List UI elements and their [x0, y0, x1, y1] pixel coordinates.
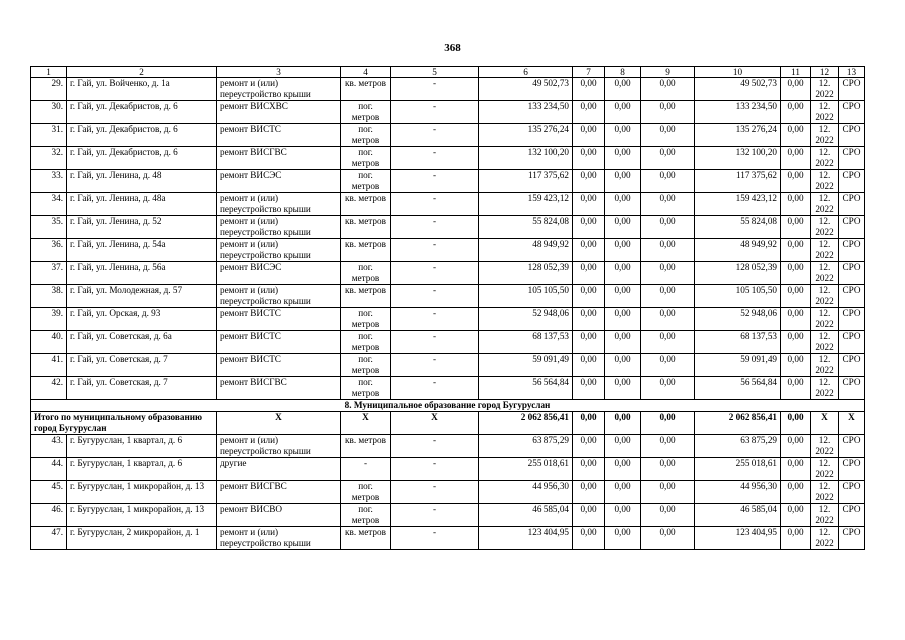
cell-executor: СРО [839, 193, 865, 216]
cell-row-number: 35. [31, 216, 67, 239]
cell-cost-other: 0,00 [781, 458, 811, 481]
cell-completion-date: 12. 2022 [811, 481, 839, 504]
table-row [31, 377, 865, 400]
cell-cost-owners: 52 948,06 [695, 308, 781, 331]
cell-cost-other: 0,00 [781, 124, 811, 147]
cell-work-type: ремонт и (или) переустройство крыши [217, 239, 341, 262]
cell-address: г. Гай, ул. Советская, д. 7 [67, 354, 217, 377]
cell-row-number: 45. [31, 481, 67, 504]
total-cell-c12: X [811, 412, 839, 435]
cell-work-type: ремонт ВИСГВС [217, 147, 341, 170]
cell-cost-other: 0,00 [781, 147, 811, 170]
cell-cost-local: 0,00 [641, 504, 695, 527]
cell-completion-date: 12. 2022 [811, 78, 839, 101]
cell-executor: СРО [839, 101, 865, 124]
cell-completion-date: 12. 2022 [811, 124, 839, 147]
cell-completion-date: 12. 2022 [811, 147, 839, 170]
cell-cost-federal: 0,00 [573, 170, 605, 193]
total-label: Итого по муниципальному образованию город Бугуруслан [31, 412, 217, 435]
cell-quantity: - [391, 147, 479, 170]
cell-cost-total: 133 234,50 [479, 101, 573, 124]
column-number-row [31, 67, 865, 78]
cell-address: г. Гай, ул. Декабристов, д. 6 [67, 147, 217, 170]
cell-cost-local: 0,00 [641, 216, 695, 239]
cell-cost-regional: 0,00 [605, 331, 641, 354]
table-row [31, 216, 865, 239]
cell-quantity: - [391, 101, 479, 124]
cell-cost-federal: 0,00 [573, 354, 605, 377]
cell-quantity: - [391, 377, 479, 400]
cell-cost-owners: 55 824,08 [695, 216, 781, 239]
cell-cost-federal: 0,00 [573, 458, 605, 481]
column-number-4: 4 [341, 67, 391, 78]
total-cell-c3: X [217, 412, 341, 435]
column-number-10: 10 [695, 67, 781, 78]
cell-quantity: - [391, 239, 479, 262]
cell-cost-local: 0,00 [641, 262, 695, 285]
cell-cost-federal: 0,00 [573, 527, 605, 550]
cell-cost-regional: 0,00 [605, 239, 641, 262]
cell-cost-local: 0,00 [641, 285, 695, 308]
cell-cost-total: 128 052,39 [479, 262, 573, 285]
cell-cost-federal: 0,00 [573, 124, 605, 147]
total-cell-c8: 0,00 [605, 412, 641, 435]
cell-executor: СРО [839, 239, 865, 262]
cell-cost-federal: 0,00 [573, 78, 605, 101]
cell-cost-owners: 135 276,24 [695, 124, 781, 147]
cell-work-type: ремонт ВИСЭС [217, 170, 341, 193]
cell-executor: СРО [839, 262, 865, 285]
cell-unit: пог. метров [341, 262, 391, 285]
cell-cost-regional: 0,00 [605, 504, 641, 527]
cell-row-number: 46. [31, 504, 67, 527]
cell-cost-total: 44 956,30 [479, 481, 573, 504]
cell-unit: пог. метров [341, 354, 391, 377]
cell-address: г. Гай, ул. Войченко, д. 1а [67, 78, 217, 101]
cell-cost-total: 105 105,50 [479, 285, 573, 308]
cell-cost-owners: 44 956,30 [695, 481, 781, 504]
cell-cost-total: 117 375,62 [479, 170, 573, 193]
cell-row-number: 40. [31, 331, 67, 354]
cell-cost-regional: 0,00 [605, 377, 641, 400]
cell-quantity: - [391, 193, 479, 216]
cell-row-number: 36. [31, 239, 67, 262]
cell-row-number: 32. [31, 147, 67, 170]
cell-cost-regional: 0,00 [605, 78, 641, 101]
column-number-1: 1 [31, 67, 67, 78]
cell-quantity: - [391, 170, 479, 193]
cell-address: г. Гай, ул. Ленина, д. 56а [67, 262, 217, 285]
cell-cost-regional: 0,00 [605, 527, 641, 550]
table-row [31, 331, 865, 354]
cell-address: г. Гай, ул. Декабристов, д. 6 [67, 101, 217, 124]
cell-cost-federal: 0,00 [573, 216, 605, 239]
cell-cost-local: 0,00 [641, 354, 695, 377]
cell-cost-regional: 0,00 [605, 216, 641, 239]
total-cell-c13: X [839, 412, 865, 435]
cell-cost-other: 0,00 [781, 101, 811, 124]
cell-unit: пог. метров [341, 308, 391, 331]
table-row [31, 101, 865, 124]
cell-cost-local: 0,00 [641, 147, 695, 170]
cell-cost-total: 132 100,20 [479, 147, 573, 170]
table-row [31, 124, 865, 147]
cell-cost-other: 0,00 [781, 527, 811, 550]
cell-quantity: - [391, 285, 479, 308]
cell-cost-total: 68 137,53 [479, 331, 573, 354]
cell-work-type: ремонт ВИСТС [217, 124, 341, 147]
table-body [31, 67, 865, 550]
cell-cost-regional: 0,00 [605, 354, 641, 377]
cell-cost-total: 59 091,49 [479, 354, 573, 377]
total-cell-c11: 0,00 [781, 412, 811, 435]
cell-address: г. Бугуруслан, 2 микрорайон, д. 1 [67, 527, 217, 550]
cell-quantity: - [391, 527, 479, 550]
cell-cost-other: 0,00 [781, 78, 811, 101]
cell-quantity: - [391, 481, 479, 504]
cell-cost-other: 0,00 [781, 481, 811, 504]
cell-unit: пог. метров [341, 481, 391, 504]
cell-cost-owners: 132 100,20 [695, 147, 781, 170]
table-row [31, 435, 865, 458]
cell-executor: СРО [839, 458, 865, 481]
cell-cost-other: 0,00 [781, 239, 811, 262]
cell-cost-federal: 0,00 [573, 285, 605, 308]
cell-cost-local: 0,00 [641, 308, 695, 331]
cell-row-number: 39. [31, 308, 67, 331]
cell-work-type: ремонт и (или) переустройство крыши [217, 285, 341, 308]
cell-cost-regional: 0,00 [605, 285, 641, 308]
cell-address: г. Гай, ул. Советская, д. 6а [67, 331, 217, 354]
cell-unit: кв. метров [341, 193, 391, 216]
cell-row-number: 30. [31, 101, 67, 124]
column-number-11: 11 [781, 67, 811, 78]
cell-address: г. Гай, ул. Советская, д. 7 [67, 377, 217, 400]
cell-unit: кв. метров [341, 435, 391, 458]
cell-row-number: 31. [31, 124, 67, 147]
cell-quantity: - [391, 124, 479, 147]
cell-cost-owners: 49 502,73 [695, 78, 781, 101]
cell-address: г. Гай, ул. Молодежная, д. 57 [67, 285, 217, 308]
cell-cost-federal: 0,00 [573, 193, 605, 216]
page-number: 368 [444, 42, 461, 54]
cell-cost-federal: 0,00 [573, 239, 605, 262]
cell-unit: пог. метров [341, 147, 391, 170]
cell-cost-federal: 0,00 [573, 481, 605, 504]
cell-executor: СРО [839, 308, 865, 331]
cell-cost-local: 0,00 [641, 331, 695, 354]
cell-address: г. Бугуруслан, 1 квартал, д. 6 [67, 435, 217, 458]
cell-quantity: - [391, 435, 479, 458]
cell-executor: СРО [839, 504, 865, 527]
cell-executor: СРО [839, 331, 865, 354]
cell-completion-date: 12. 2022 [811, 331, 839, 354]
cell-quantity: - [391, 331, 479, 354]
cell-work-type: ремонт ВИСТС [217, 308, 341, 331]
cell-cost-local: 0,00 [641, 527, 695, 550]
cell-cost-regional: 0,00 [605, 481, 641, 504]
cell-cost-total: 159 423,12 [479, 193, 573, 216]
cell-cost-regional: 0,00 [605, 101, 641, 124]
cell-executor: СРО [839, 435, 865, 458]
cell-completion-date: 12. 2022 [811, 262, 839, 285]
cell-cost-other: 0,00 [781, 285, 811, 308]
cell-work-type: ремонт и (или) переустройство крыши [217, 435, 341, 458]
cell-unit: пог. метров [341, 377, 391, 400]
cell-row-number: 38. [31, 285, 67, 308]
cell-work-type: ремонт и (или) переустройство крыши [217, 193, 341, 216]
cell-cost-regional: 0,00 [605, 193, 641, 216]
cell-completion-date: 12. 2022 [811, 285, 839, 308]
cell-cost-federal: 0,00 [573, 331, 605, 354]
cell-cost-federal: 0,00 [573, 377, 605, 400]
cell-cost-total: 63 875,29 [479, 435, 573, 458]
cell-cost-regional: 0,00 [605, 124, 641, 147]
cell-row-number: 37. [31, 262, 67, 285]
cell-unit: пог. метров [341, 331, 391, 354]
table-row [31, 354, 865, 377]
cell-quantity: - [391, 504, 479, 527]
cell-cost-federal: 0,00 [573, 435, 605, 458]
total-cell-c5: X [391, 412, 479, 435]
table-row [31, 193, 865, 216]
cell-unit: пог. метров [341, 504, 391, 527]
column-number-7: 7 [573, 67, 605, 78]
cell-cost-other: 0,00 [781, 193, 811, 216]
cell-cost-owners: 68 137,53 [695, 331, 781, 354]
cell-unit: кв. метров [341, 239, 391, 262]
cell-cost-other: 0,00 [781, 170, 811, 193]
total-row [31, 412, 865, 435]
column-number-8: 8 [605, 67, 641, 78]
cell-cost-local: 0,00 [641, 239, 695, 262]
cell-executor: СРО [839, 170, 865, 193]
table-row [31, 308, 865, 331]
cell-cost-federal: 0,00 [573, 262, 605, 285]
cell-cost-regional: 0,00 [605, 458, 641, 481]
column-number-5: 5 [391, 67, 479, 78]
cell-cost-total: 135 276,24 [479, 124, 573, 147]
cell-unit: - [341, 458, 391, 481]
cell-cost-federal: 0,00 [573, 101, 605, 124]
cell-cost-owners: 48 949,92 [695, 239, 781, 262]
cell-work-type: ремонт и (или) переустройство крыши [217, 527, 341, 550]
cell-quantity: - [391, 216, 479, 239]
total-cell-c9: 0,00 [641, 412, 695, 435]
cell-row-number: 44. [31, 458, 67, 481]
cell-completion-date: 12. 2022 [811, 458, 839, 481]
table-row [31, 527, 865, 550]
cell-address: г. Гай, ул. Ленина, д. 52 [67, 216, 217, 239]
cell-work-type: ремонт ВИСТС [217, 331, 341, 354]
cell-completion-date: 12. 2022 [811, 101, 839, 124]
cell-executor: СРО [839, 124, 865, 147]
cell-cost-owners: 123 404,95 [695, 527, 781, 550]
cell-work-type: ремонт ВИСГВС [217, 481, 341, 504]
table-row [31, 262, 865, 285]
cell-cost-other: 0,00 [781, 216, 811, 239]
cell-row-number: 42. [31, 377, 67, 400]
cell-unit: кв. метров [341, 78, 391, 101]
cell-unit: кв. метров [341, 527, 391, 550]
cell-cost-total: 55 824,08 [479, 216, 573, 239]
cell-completion-date: 12. 2022 [811, 504, 839, 527]
table-row [31, 504, 865, 527]
cell-address: г. Гай, ул. Ленина, д. 48 [67, 170, 217, 193]
cell-cost-other: 0,00 [781, 504, 811, 527]
cell-cost-total: 255 018,61 [479, 458, 573, 481]
cell-executor: СРО [839, 527, 865, 550]
column-number-13: 13 [839, 67, 865, 78]
cell-address: г. Бугуруслан, 1 микрорайон, д. 13 [67, 504, 217, 527]
cell-address: г. Гай, ул. Орская, д. 93 [67, 308, 217, 331]
column-number-9: 9 [641, 67, 695, 78]
cell-executor: СРО [839, 377, 865, 400]
cell-cost-local: 0,00 [641, 481, 695, 504]
cell-work-type: ремонт и (или) переустройство крыши [217, 78, 341, 101]
cell-cost-owners: 117 375,62 [695, 170, 781, 193]
cell-unit: пог. метров [341, 124, 391, 147]
cell-work-type: другие [217, 458, 341, 481]
cell-cost-other: 0,00 [781, 262, 811, 285]
cell-executor: СРО [839, 216, 865, 239]
cell-executor: СРО [839, 78, 865, 101]
cell-work-type: ремонт ВИСВО [217, 504, 341, 527]
cell-executor: СРО [839, 354, 865, 377]
cell-quantity: - [391, 458, 479, 481]
cell-cost-federal: 0,00 [573, 147, 605, 170]
cell-row-number: 29. [31, 78, 67, 101]
cell-work-type: ремонт и (или) переустройство крыши [217, 216, 341, 239]
cell-completion-date: 12. 2022 [811, 527, 839, 550]
cell-unit: кв. метров [341, 216, 391, 239]
cell-cost-owners: 105 105,50 [695, 285, 781, 308]
cell-cost-local: 0,00 [641, 170, 695, 193]
cell-cost-local: 0,00 [641, 458, 695, 481]
cell-cost-regional: 0,00 [605, 262, 641, 285]
cell-address: г. Гай, ул. Декабристов, д. 6 [67, 124, 217, 147]
cell-cost-total: 49 502,73 [479, 78, 573, 101]
cell-executor: СРО [839, 285, 865, 308]
table-row [31, 481, 865, 504]
cell-cost-local: 0,00 [641, 377, 695, 400]
cell-cost-other: 0,00 [781, 435, 811, 458]
cell-cost-total: 52 948,06 [479, 308, 573, 331]
cell-executor: СРО [839, 481, 865, 504]
cell-quantity: - [391, 354, 479, 377]
cell-cost-owners: 56 564,84 [695, 377, 781, 400]
cell-quantity: - [391, 308, 479, 331]
cell-completion-date: 12. 2022 [811, 354, 839, 377]
cell-cost-owners: 46 585,04 [695, 504, 781, 527]
cell-completion-date: 12. 2022 [811, 170, 839, 193]
cell-cost-total: 123 404,95 [479, 527, 573, 550]
cell-cost-local: 0,00 [641, 193, 695, 216]
total-cell-c10: 2 062 856,41 [695, 412, 781, 435]
cell-cost-local: 0,00 [641, 435, 695, 458]
cell-cost-other: 0,00 [781, 377, 811, 400]
cell-work-type: ремонт ВИСТС [217, 354, 341, 377]
cell-cost-other: 0,00 [781, 354, 811, 377]
total-cell-c6: 2 062 856,41 [479, 412, 573, 435]
table-row [31, 78, 865, 101]
cell-cost-total: 48 949,92 [479, 239, 573, 262]
table-row [31, 147, 865, 170]
cell-row-number: 34. [31, 193, 67, 216]
cell-row-number: 43. [31, 435, 67, 458]
cell-unit: кв. метров [341, 285, 391, 308]
table-row [31, 239, 865, 262]
table-row [31, 285, 865, 308]
cell-quantity: - [391, 262, 479, 285]
cell-completion-date: 12. 2022 [811, 193, 839, 216]
cell-cost-local: 0,00 [641, 101, 695, 124]
cell-cost-local: 0,00 [641, 78, 695, 101]
cell-completion-date: 12. 2022 [811, 239, 839, 262]
total-cell-c7: 0,00 [573, 412, 605, 435]
cell-cost-local: 0,00 [641, 124, 695, 147]
cell-cost-regional: 0,00 [605, 435, 641, 458]
cell-cost-owners: 59 091,49 [695, 354, 781, 377]
capital-repair-table [30, 66, 865, 550]
cell-row-number: 33. [31, 170, 67, 193]
cell-address: г. Гай, ул. Ленина, д. 48а [67, 193, 217, 216]
cell-cost-regional: 0,00 [605, 308, 641, 331]
cell-cost-owners: 133 234,50 [695, 101, 781, 124]
cell-cost-owners: 255 018,61 [695, 458, 781, 481]
cell-cost-federal: 0,00 [573, 504, 605, 527]
cell-cost-total: 46 585,04 [479, 504, 573, 527]
cell-cost-other: 0,00 [781, 331, 811, 354]
cell-cost-regional: 0,00 [605, 170, 641, 193]
cell-completion-date: 12. 2022 [811, 377, 839, 400]
cell-work-type: ремонт ВИСГВС [217, 377, 341, 400]
section-heading: 8. Муниципальное образование город Бугуруслан [31, 400, 865, 412]
cell-executor: СРО [839, 147, 865, 170]
cell-completion-date: 12. 2022 [811, 308, 839, 331]
column-number-3: 3 [217, 67, 341, 78]
cell-unit: пог. метров [341, 170, 391, 193]
cell-cost-other: 0,00 [781, 308, 811, 331]
column-number-12: 12 [811, 67, 839, 78]
cell-cost-owners: 159 423,12 [695, 193, 781, 216]
cell-cost-owners: 63 875,29 [695, 435, 781, 458]
cell-completion-date: 12. 2022 [811, 216, 839, 239]
cell-cost-total: 56 564,84 [479, 377, 573, 400]
section-heading-row [31, 400, 865, 412]
cell-cost-regional: 0,00 [605, 147, 641, 170]
table-row [31, 458, 865, 481]
cell-cost-owners: 128 052,39 [695, 262, 781, 285]
cell-address: г. Бугуруслан, 1 микрорайон, д. 13 [67, 481, 217, 504]
cell-address: г. Бугуруслан, 1 квартал, д. 6 [67, 458, 217, 481]
cell-row-number: 41. [31, 354, 67, 377]
cell-cost-federal: 0,00 [573, 308, 605, 331]
cell-work-type: ремонт ВИСЭС [217, 262, 341, 285]
column-number-2: 2 [67, 67, 217, 78]
total-cell-c4: X [341, 412, 391, 435]
cell-work-type: ремонт ВИСХВС [217, 101, 341, 124]
cell-quantity: - [391, 78, 479, 101]
cell-completion-date: 12. 2022 [811, 435, 839, 458]
table-row [31, 170, 865, 193]
column-number-6: 6 [479, 67, 573, 78]
cell-row-number: 47. [31, 527, 67, 550]
cell-unit: пог. метров [341, 101, 391, 124]
cell-address: г. Гай, ул. Ленина, д. 54а [67, 239, 217, 262]
